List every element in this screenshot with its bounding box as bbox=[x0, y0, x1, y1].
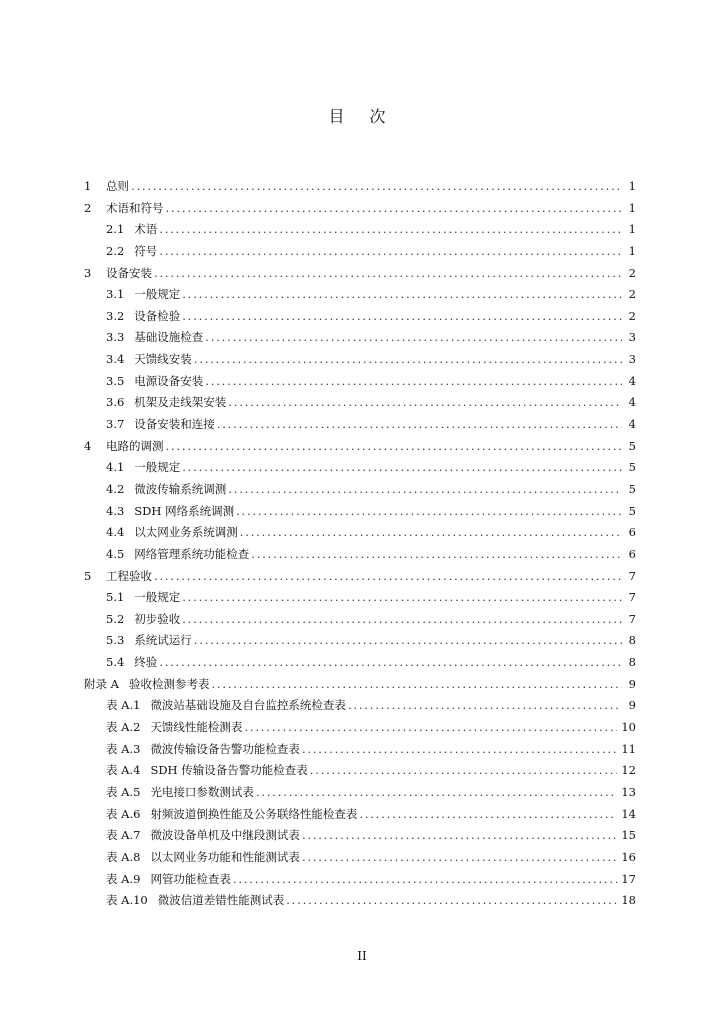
toc-entry-number: 表 A.4 bbox=[106, 763, 141, 778]
toc-entry[interactable] bbox=[84, 501, 636, 523]
toc-entry-number: 3.5 bbox=[106, 373, 125, 388]
toc-entry-title: 初步验收 bbox=[134, 611, 181, 626]
toc-entry[interactable] bbox=[84, 847, 636, 869]
toc-leader-dots bbox=[154, 566, 622, 588]
toc-leader-dots bbox=[286, 890, 617, 912]
table-of-contents bbox=[84, 176, 636, 912]
toc-entry-title: 微波站基础设施及自台监控系统检查表 bbox=[150, 698, 346, 713]
toc-entry-page: 4 bbox=[628, 395, 636, 410]
toc-entry-page: 14 bbox=[621, 806, 636, 821]
toc-leader-dots bbox=[302, 825, 617, 847]
toc-leader-dots bbox=[205, 371, 622, 393]
toc-entry-page: 2 bbox=[628, 287, 636, 302]
toc-entry-title: 微波传输设备告警功能检查表 bbox=[150, 741, 300, 756]
toc-leader-dots bbox=[194, 349, 622, 371]
toc-entry-title: 以太网业务系统调测 bbox=[134, 525, 238, 540]
toc-leader-dots bbox=[194, 630, 622, 652]
toc-entry[interactable] bbox=[84, 652, 636, 674]
toc-entry-page: 5 bbox=[628, 460, 636, 475]
toc-leader-dots bbox=[205, 327, 622, 349]
toc-entry-number: 4.1 bbox=[106, 460, 125, 475]
toc-leader-dots bbox=[348, 695, 622, 717]
toc-leader-dots bbox=[166, 436, 623, 458]
toc-entry-page: 4 bbox=[628, 417, 636, 432]
toc-entry-number: 3.4 bbox=[106, 352, 125, 367]
toc-entry-number: 表 A.5 bbox=[106, 784, 141, 799]
toc-entry-title: 验收检测参考表 bbox=[128, 676, 210, 691]
toc-entry[interactable] bbox=[84, 392, 636, 414]
toc-entry-title: 一般规定 bbox=[134, 590, 181, 605]
toc-leader-dots bbox=[131, 176, 622, 198]
toc-entry-title: 微波传输系统调测 bbox=[134, 481, 227, 496]
toc-leader-dots bbox=[182, 609, 622, 631]
toc-entry-title: 术语 bbox=[134, 222, 158, 237]
toc-entry-title: 微波设备单机及中继段测试表 bbox=[150, 828, 300, 843]
toc-entry-page: 9 bbox=[628, 676, 636, 691]
toc-entry-number: 2.1 bbox=[106, 222, 125, 237]
toc-entry-title: 以太网业务功能和性能测试表 bbox=[150, 849, 300, 864]
toc-entry-title: 电源设备安装 bbox=[134, 373, 204, 388]
toc-entry-number: 表 A.2 bbox=[106, 720, 141, 735]
toc-entry-number: 3.3 bbox=[106, 330, 125, 345]
toc-entry[interactable] bbox=[84, 371, 636, 393]
toc-entry-title: 工程验收 bbox=[106, 568, 152, 583]
toc-entry-title: SDH 传输设备告警功能检查表 bbox=[150, 763, 308, 778]
toc-entry[interactable] bbox=[84, 890, 636, 912]
toc-entry-title: 光电接口参数测试表 bbox=[150, 784, 254, 799]
toc-leader-dots bbox=[159, 219, 622, 241]
toc-entry[interactable] bbox=[84, 825, 636, 847]
toc-entry-title: 天馈线安装 bbox=[134, 352, 192, 367]
toc-entry-page: 15 bbox=[621, 828, 636, 843]
toc-entry-number: 5.1 bbox=[106, 590, 125, 605]
toc-entry-number: 5.4 bbox=[106, 655, 125, 670]
toc-entry-title: 电路的调测 bbox=[106, 438, 164, 453]
toc-entry-page: 8 bbox=[628, 633, 636, 648]
toc-entry[interactable] bbox=[84, 544, 636, 566]
toc-leader-dots bbox=[302, 847, 617, 869]
toc-entry-title: 射频波道倒换性能及公务联络性能检查表 bbox=[150, 806, 358, 821]
toc-entry-page: 2 bbox=[628, 308, 636, 323]
toc-entry-page: 1 bbox=[628, 200, 636, 215]
toc-entry-page: 17 bbox=[621, 871, 636, 886]
toc-entry-number: 2.2 bbox=[106, 243, 125, 258]
toc-leader-dots bbox=[182, 306, 622, 328]
toc-entry[interactable] bbox=[84, 804, 636, 826]
toc-entry[interactable] bbox=[84, 457, 636, 479]
toc-leader-dots bbox=[228, 392, 622, 414]
toc-entry-number: 4.2 bbox=[106, 481, 125, 496]
toc-entry[interactable] bbox=[84, 522, 636, 544]
toc-entry-number: 表 A.9 bbox=[106, 871, 141, 886]
toc-entry-page: 1 bbox=[628, 243, 636, 258]
page-title: 目 次 bbox=[328, 107, 396, 126]
toc-entry-title: 微波信道差错性能测试表 bbox=[157, 893, 285, 908]
toc-entry[interactable] bbox=[84, 739, 636, 761]
toc-entry-page: 7 bbox=[628, 611, 636, 626]
toc-entry[interactable] bbox=[84, 587, 636, 609]
toc-entry-title: 天馈线性能检测表 bbox=[150, 720, 243, 735]
toc-entry-number: 3.7 bbox=[106, 417, 125, 432]
toc-entry[interactable] bbox=[84, 349, 636, 371]
toc-entry-title: 网络管理系统功能检查 bbox=[134, 546, 250, 561]
toc-entry-page: 10 bbox=[621, 720, 636, 735]
toc-leader-dots bbox=[228, 479, 622, 501]
toc-leader-dots bbox=[233, 869, 617, 891]
toc-entry-title: 机架及走线架安装 bbox=[134, 395, 227, 410]
toc-entry[interactable] bbox=[84, 284, 636, 306]
toc-entry-number: 表 A.6 bbox=[106, 806, 141, 821]
toc-leader-dots bbox=[154, 263, 622, 285]
toc-entry-number: 5 bbox=[84, 568, 92, 583]
toc-entry-page: 16 bbox=[621, 849, 636, 864]
toc-leader-dots bbox=[256, 782, 617, 804]
toc-entry-number: 3 bbox=[84, 265, 92, 280]
toc-entry-page: 8 bbox=[628, 655, 636, 670]
toc-entry-page: 3 bbox=[628, 352, 636, 367]
toc-leader-dots bbox=[182, 457, 622, 479]
toc-entry-page: 9 bbox=[628, 698, 636, 713]
toc-leader-dots bbox=[166, 198, 623, 220]
toc-entry-number: 5.2 bbox=[106, 611, 125, 626]
toc-leader-dots bbox=[182, 284, 622, 306]
toc-entry-number: 1 bbox=[84, 179, 92, 193]
toc-entry-page: 11 bbox=[621, 741, 636, 756]
toc-entry-page: 4 bbox=[628, 373, 636, 388]
toc-entry[interactable] bbox=[84, 436, 636, 458]
toc-entry[interactable] bbox=[84, 241, 636, 263]
toc-entry-title: 设备安装 bbox=[106, 265, 152, 280]
toc-entry-page: 2 bbox=[628, 265, 636, 280]
toc-entry-title: 术语和符号 bbox=[106, 200, 164, 215]
toc-leader-dots bbox=[244, 717, 617, 739]
page-number-footer: II bbox=[357, 949, 367, 963]
toc-entry[interactable] bbox=[84, 198, 636, 220]
toc-leader-dots bbox=[240, 522, 622, 544]
toc-entry-page: 5 bbox=[628, 481, 636, 496]
toc-entry[interactable] bbox=[84, 219, 636, 241]
toc-entry-number: 表 A.3 bbox=[106, 741, 141, 756]
toc-entry-title: 符号 bbox=[134, 243, 158, 258]
toc-entry[interactable] bbox=[84, 263, 636, 285]
toc-entry[interactable] bbox=[84, 674, 636, 696]
toc-leader-dots bbox=[251, 544, 622, 566]
toc-leader-dots bbox=[302, 739, 617, 761]
toc-entry-page: 12 bbox=[621, 763, 636, 778]
toc-entry-number: 2 bbox=[84, 200, 92, 215]
toc-entry[interactable] bbox=[84, 760, 636, 782]
toc-entry-number: 表 A.1 bbox=[106, 698, 141, 713]
toc-entry-number: 表 A.8 bbox=[106, 849, 141, 864]
toc-leader-dots bbox=[359, 804, 617, 826]
toc-entry-page: 3 bbox=[628, 330, 636, 345]
toc-entry-number: 3.2 bbox=[106, 308, 125, 323]
toc-entry-page: 6 bbox=[628, 546, 636, 561]
toc-entry[interactable] bbox=[84, 695, 636, 717]
toc-entry-title: 基础设施检查 bbox=[134, 330, 204, 345]
toc-entry-page: 7 bbox=[628, 590, 636, 605]
toc-entry[interactable] bbox=[84, 630, 636, 652]
toc-leader-dots bbox=[211, 674, 622, 696]
toc-entry[interactable] bbox=[84, 479, 636, 501]
toc-entry-number: 附录 A bbox=[84, 676, 119, 691]
toc-entry-page: 13 bbox=[621, 784, 636, 799]
toc-entry-title: 终验 bbox=[134, 655, 158, 670]
toc-entry[interactable] bbox=[84, 306, 636, 328]
toc-entry[interactable] bbox=[84, 566, 636, 588]
toc-entry-title: 总则 bbox=[106, 179, 129, 193]
toc-entry-title: 设备安装和连接 bbox=[134, 417, 215, 432]
toc-entry-title: 系统试运行 bbox=[134, 633, 192, 648]
toc-entry-page: 5 bbox=[628, 438, 636, 453]
toc-entry-number: 4.5 bbox=[106, 546, 125, 561]
toc-entry[interactable] bbox=[84, 717, 636, 739]
toc-leader-dots bbox=[159, 652, 622, 674]
toc-entry-page: 5 bbox=[628, 503, 636, 518]
toc-leader-dots bbox=[217, 414, 622, 436]
toc-entry-page: 1 bbox=[628, 179, 636, 193]
toc-entry[interactable] bbox=[84, 176, 636, 198]
toc-entry[interactable] bbox=[84, 414, 636, 436]
toc-entry[interactable] bbox=[84, 327, 636, 349]
toc-entry-number: 表 A.7 bbox=[106, 828, 141, 843]
toc-leader-dots bbox=[182, 587, 622, 609]
toc-entry-title: SDH 网络系统调测 bbox=[134, 503, 235, 518]
toc-leader-dots bbox=[236, 501, 622, 523]
toc-entry[interactable] bbox=[84, 869, 636, 891]
toc-entry-number: 4.3 bbox=[106, 503, 125, 518]
toc-leader-dots bbox=[159, 241, 622, 263]
toc-entry-title: 一般规定 bbox=[134, 460, 181, 475]
toc-entry-page: 18 bbox=[621, 893, 636, 908]
toc-entry-number: 4 bbox=[84, 438, 92, 453]
toc-entry-page: 1 bbox=[628, 222, 636, 237]
toc-entry-title: 设备检验 bbox=[134, 308, 181, 323]
toc-entry-title: 一般规定 bbox=[134, 287, 181, 302]
toc-entry-page: 6 bbox=[628, 525, 636, 540]
toc-entry-number: 5.3 bbox=[106, 633, 125, 648]
toc-entry-page: 7 bbox=[628, 568, 636, 583]
toc-entry-title: 网管功能检查表 bbox=[150, 871, 231, 886]
toc-entry[interactable] bbox=[84, 782, 636, 804]
toc-entry-number: 4.4 bbox=[106, 525, 125, 540]
toc-entry[interactable] bbox=[84, 609, 636, 631]
toc-entry-number: 3.6 bbox=[106, 395, 125, 410]
toc-entry-number: 表 A.10 bbox=[106, 893, 148, 908]
toc-entry-number: 3.1 bbox=[106, 287, 125, 302]
toc-leader-dots bbox=[310, 760, 618, 782]
